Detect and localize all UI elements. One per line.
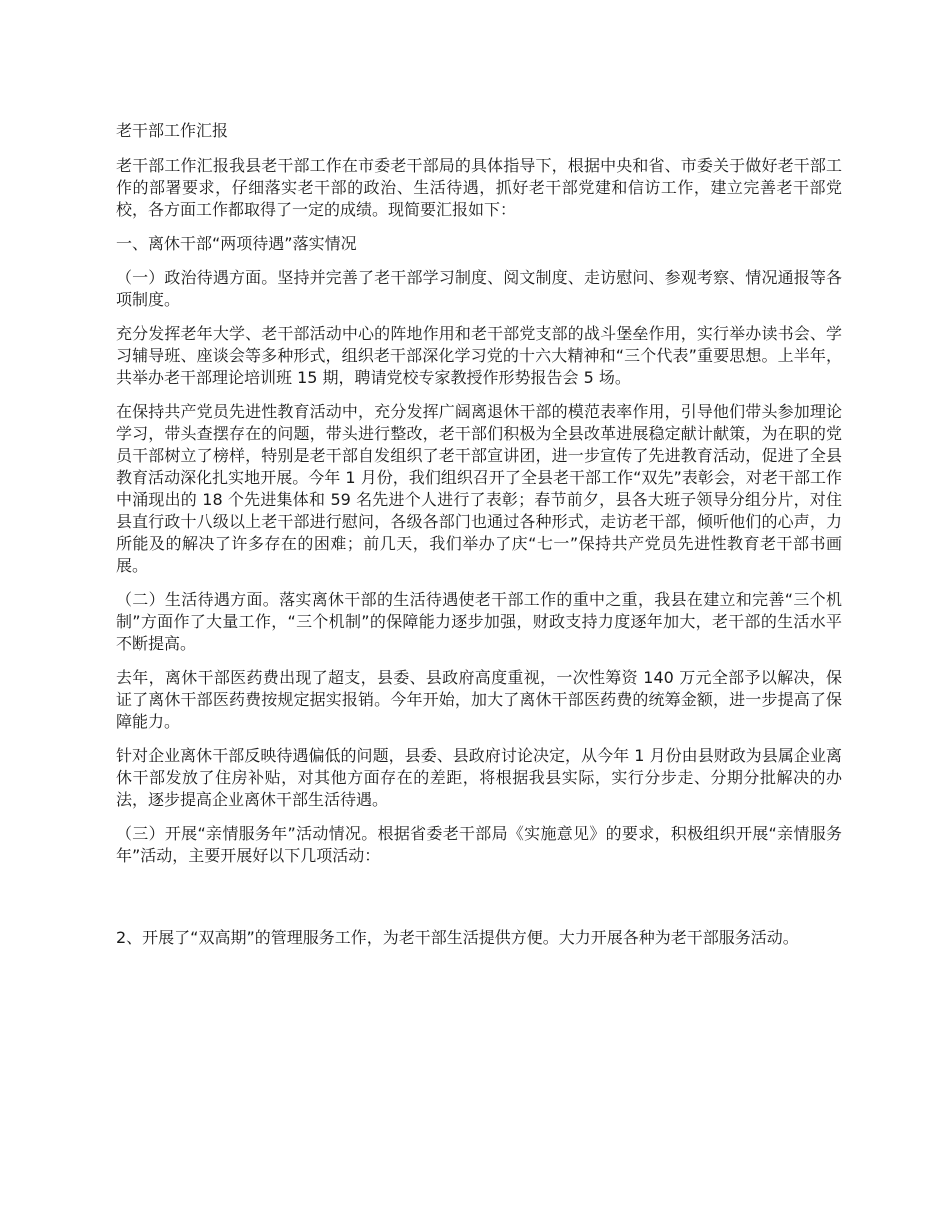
blank-gap xyxy=(116,879,842,927)
paragraph-intro: 老干部工作汇报我县老干部工作在市委老干部局的具体指导下，根据中央和省、市委关于做好老干部工作的部署要求，仔细落实老干部的政治、生活待遇，抓好老干部党建和信访工作，建立完善老干部党校，各方面工作都取得了一定的成绩。现简要汇报如下： xyxy=(116,156,842,219)
paragraph-medical: 去年，离休干部医药费出现了超支，县委、县政府高度重视，一次性筹资 140 万元全部予以解决，保证了离休干部医药费按规定据实报销。今年开始，加大了离休干部医药费的统筹金额，进一步提高了保障能力。 xyxy=(116,668,842,731)
paragraph-study: 充分发挥老年大学、老干部活动中心的阵地作用和老干部党支部的战斗堡垒作用，实行举办读书会、学习辅导班、座谈会等多种形式，组织老干部深化学习党的十六大精神和“三个代表”重要思想。上半年，共举办老干部理论培训班 15 期，聘请党校专家教授作形势报告会 5 场。 xyxy=(116,324,842,387)
section-heading: 一、离休干部“两项待遇”落实情况 xyxy=(116,234,357,253)
document-body xyxy=(116,120,842,961)
paragraph-political: （一）政治待遇方面。坚持并完善了老干部学习制度、阅文制度、走访慰问、参观考察、情况通报等各项制度。 xyxy=(116,268,842,309)
paragraph-service-year: （三）开展“亲情服务年”活动情况。根据省委老干部局《实施意见》的要求，积极组织开展“亲情服务年”活动，主要开展好以下几项活动： xyxy=(116,824,842,865)
paragraph-living: （二）生活待遇方面。落实离休干部的生活待遇使老干部工作的重中之重，我县在建立和完善“三个机制”方面作了大量工作，“三个机制”的保障能力逐步加强，财政支持力度逐年加大，老干部的生活水平不断提高。 xyxy=(116,590,842,653)
paragraph-advanced-education: 在保持共产党员先进性教育活动中，充分发挥广阔离退休干部的模范表率作用，引导他们带头参加理论学习，带头查摆存在的问题，带头进行整改，老干部们积极为全县改革进展稳定献计献策，为在职的党员干部树立了榜样，特别是老干部自发组织了老干部宣讲团，进一步宣传了先进教育活动，促进了全县教育活动深化扎实地开展。今年 1 月份，我们组织召开了全县老干部工作“双先”表彰会，对老干部工作中涌现出的 18 个先进集体和 59 名先进个人进行了表彰；春节前夕，县各大班子领导分组分片，对住县直行政十八级以上老干部进行慰问，各级各部门也通过各种形式，走访老干部，倾听他们的心声，力所能及的解决了许多存在的困难；前几天，我们举办了庆“七一”保持共产党员先进性教育老干部书画展。 xyxy=(116,402,842,575)
paragraph-enterprise: 针对企业离休干部反映待遇偏低的问题，县委、县政府讨论决定，从今年 1 月份由县财政为县属企业离休干部发放了住房补贴，对其他方面存在的差距，将根据我县实际，实行分步走、分期分批解决的办法，逐步提高企业离休干部生活待遇。 xyxy=(116,746,842,809)
document-title: 老干部工作汇报 xyxy=(116,121,229,140)
paragraph-double-peak: 2、开展了“双高期”的管理服务工作，为老干部生活提供方便。大力开展各种为老干部服务活动。 xyxy=(116,928,799,947)
